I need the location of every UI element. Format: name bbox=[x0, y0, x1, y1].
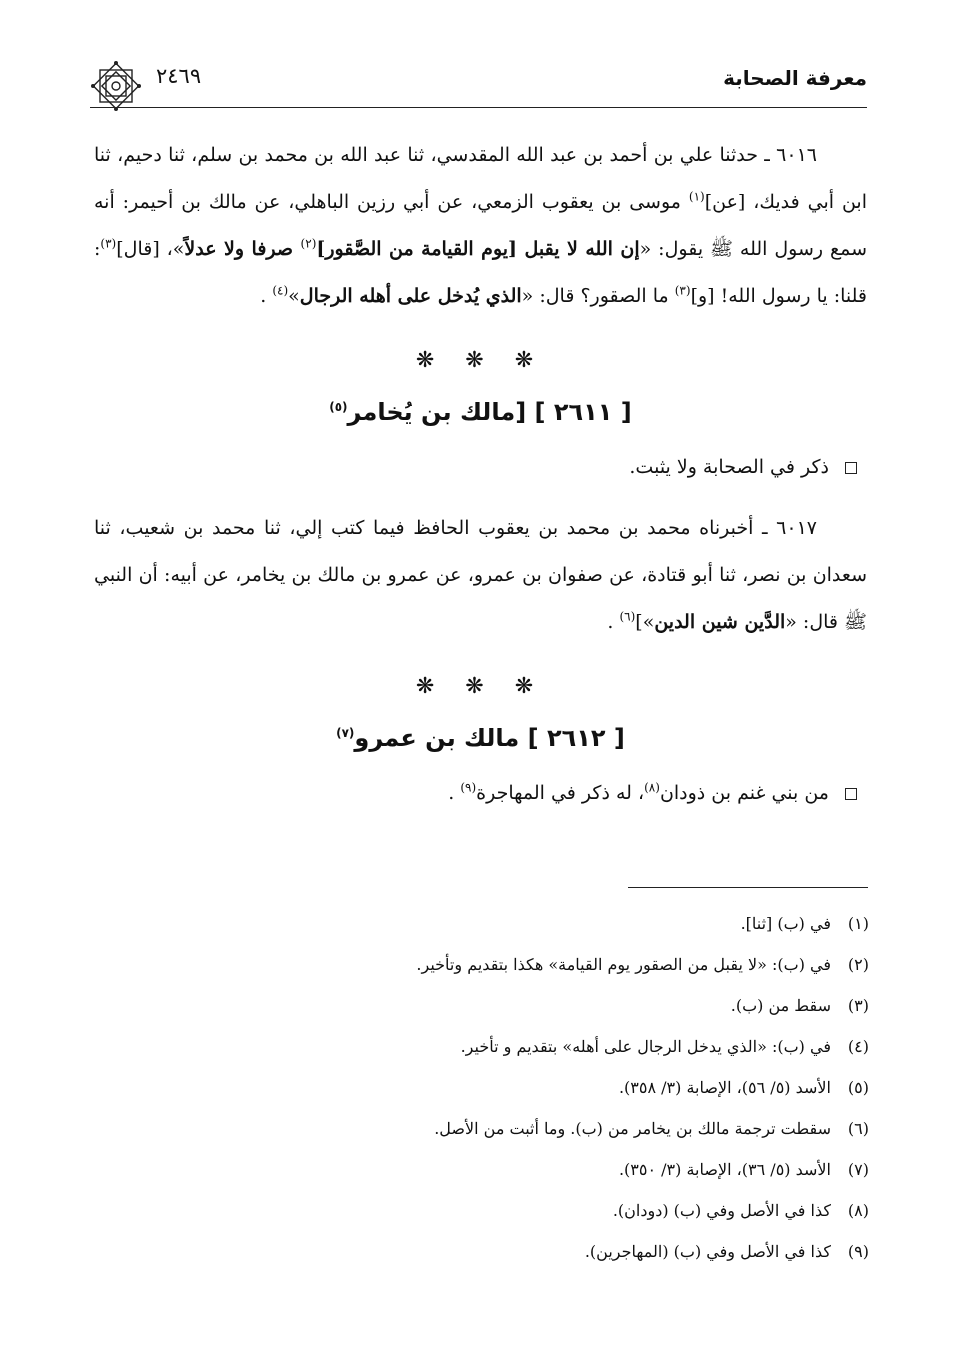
entry-2612-note-b: ، له ذكر في المهاجرة bbox=[476, 782, 645, 804]
footnote-ref-4: (٤) bbox=[272, 283, 289, 298]
footnote-3 bbox=[90, 985, 869, 1026]
entry-2611-note bbox=[94, 444, 867, 491]
header-rule bbox=[90, 107, 867, 108]
hadith-6016-end: . bbox=[260, 285, 273, 307]
footnote-ref-1: (١) bbox=[688, 189, 705, 204]
hadith-6016-part5: ما الصقور؟ قال: « bbox=[521, 285, 675, 307]
footnote-1 bbox=[90, 903, 869, 944]
footnote-number: (٧) bbox=[847, 1160, 869, 1179]
entry-2612-note-a: من بني غنم بن ذودان bbox=[659, 782, 829, 804]
hadith-6017-part2: »] bbox=[635, 611, 655, 633]
footnote-4 bbox=[90, 1026, 869, 1067]
footnote-text: كذا في الأصل وفي (ب) (دودان). bbox=[612, 1201, 831, 1220]
hadith-6016 bbox=[94, 132, 867, 320]
hadith-6017-end: . bbox=[607, 611, 620, 633]
footnote-text: في (ب) [ثنا]. bbox=[740, 914, 831, 933]
entry-2612-note-end: . bbox=[448, 782, 461, 804]
footnote-number: (٢) bbox=[847, 955, 869, 974]
footnote-ref-3: (٣) bbox=[100, 236, 117, 251]
footnote-number: (٤) bbox=[847, 1037, 869, 1056]
footnote-number: (٥) bbox=[847, 1078, 869, 1097]
footnote-number: (٨) bbox=[847, 1201, 869, 1220]
square-bullet-icon bbox=[845, 788, 857, 800]
hadith-6017-quote: الدَّين شين الدين bbox=[654, 611, 786, 633]
book-title: معرفة الصحابة bbox=[723, 66, 867, 90]
footnote-7 bbox=[90, 1149, 869, 1190]
footnote-9 bbox=[90, 1231, 869, 1272]
hadith-6016-part6: » bbox=[288, 285, 300, 307]
hadith-6017-lead: ٦٠١٧ ـ أخبرناه محمد بن محمد بن يعقوب الحافظ فيما كتب إلي، ثنا محمد بن شعيب، ثنا سعدان بن نصر، ثنا أبو قتادة، عن صفوان بن عمرو، عن عمرو بن مالك بن يخامر، عن أبيه: أن النبي ﷺ قال: « bbox=[94, 517, 867, 633]
footnote-rule bbox=[628, 887, 868, 888]
entry-2612-title bbox=[94, 720, 867, 756]
footnote-ref-5: (٥) bbox=[329, 400, 348, 414]
footnote-number: (١) bbox=[847, 914, 869, 933]
footnote-number: (٦) bbox=[847, 1119, 869, 1138]
hadith-6016-quote-1: إن الله لا يقبل [يوم القيامة من الصَّقور] bbox=[316, 238, 640, 260]
footnote-ref-8: (٨) bbox=[644, 780, 660, 795]
footnote-8 bbox=[90, 1190, 869, 1231]
hadith-6016-lead: ٦٠١٦ ـ حدثنا علي بن أحمد بن عبد الله المقدسي، ثنا عبد الله بن محمد بن سلم، ثنا دحيم، ثنا ابن أبي فديك، [عن] bbox=[94, 144, 867, 213]
footnote-5 bbox=[90, 1067, 869, 1108]
footnote-ref-9: (٩) bbox=[460, 780, 477, 795]
page-number: ٢٤٦٩ bbox=[156, 64, 202, 88]
entry-2612-heading: [ ٢٦١٢ ] مالك بن عمرو bbox=[354, 724, 625, 752]
hadith-6016-part4: : قلنا: يا رسول الله! [و] bbox=[94, 238, 867, 307]
section-separator-2: ❋ ❋ ❋ bbox=[415, 674, 546, 699]
hadith-6016-part2: موسى بن يعقوب الزمعي، عن أبي رزين الباهلي، عن مالك بن أحيمر: أنه سمع رسول الله ﷺ يقول: « bbox=[94, 191, 867, 260]
running-header bbox=[90, 60, 867, 110]
hadith-6017 bbox=[94, 505, 867, 646]
footnote-text: في (ب): «الذي يدخل الرجال على أهله» بتقديم و تأخير. bbox=[460, 1037, 831, 1056]
footnote-ref-6: (٦) bbox=[619, 609, 636, 624]
footnote-text: الأسد (٥/ ٥٦)، الإصابة (٣/ ٣٥٨). bbox=[618, 1078, 831, 1097]
footnote-6 bbox=[90, 1108, 869, 1149]
footnote-text: في (ب): «لا يقبل من الصقور يوم القيامة» هكذا بتقديم وتأخير. bbox=[416, 955, 831, 974]
square-bullet-icon bbox=[845, 462, 857, 474]
footnotes bbox=[90, 903, 869, 1272]
footnote-ref-2: (٢) bbox=[300, 236, 317, 251]
footnote-text: كذا في الأصل وفي (ب) (المهاجرين). bbox=[584, 1242, 831, 1261]
hadith-6016-quote-2: صرفا ولا عدلاً bbox=[184, 238, 301, 260]
footnote-text: سقط من (ب). bbox=[730, 996, 831, 1015]
entry-2611-note-text: ذكر في الصحابة ولا يثبت. bbox=[629, 456, 829, 478]
main-text bbox=[94, 132, 867, 831]
footnote-ref-7: (٧) bbox=[336, 726, 355, 740]
footnote-number: (٩) bbox=[847, 1242, 869, 1261]
footnote-text: سقطت ترجمة مالك بن يخامر من (ب). وما أثبت من الأصل. bbox=[434, 1119, 831, 1138]
section-separator-1: ❋ ❋ ❋ bbox=[415, 348, 546, 373]
footnote-number: (٣) bbox=[847, 996, 869, 1015]
footnote-ref-3b: (٣) bbox=[674, 283, 691, 298]
hadith-6016-part3: »، [قال] bbox=[116, 238, 185, 260]
entry-2611-heading: [ ٢٦١١ ] [مالك بن يُخامر bbox=[347, 398, 632, 426]
footnote-2 bbox=[90, 944, 869, 985]
octagram-ornament-icon bbox=[90, 60, 142, 112]
footnote-text: الأسد (٥/ ٣٦)، الإصابة (٣/ ٣٥٠). bbox=[618, 1160, 831, 1179]
entry-2612-note bbox=[94, 770, 867, 817]
entry-2611-title bbox=[94, 394, 867, 430]
hadith-6016-quote-3: الذي يُدخل على أهله الرجال bbox=[299, 285, 522, 307]
